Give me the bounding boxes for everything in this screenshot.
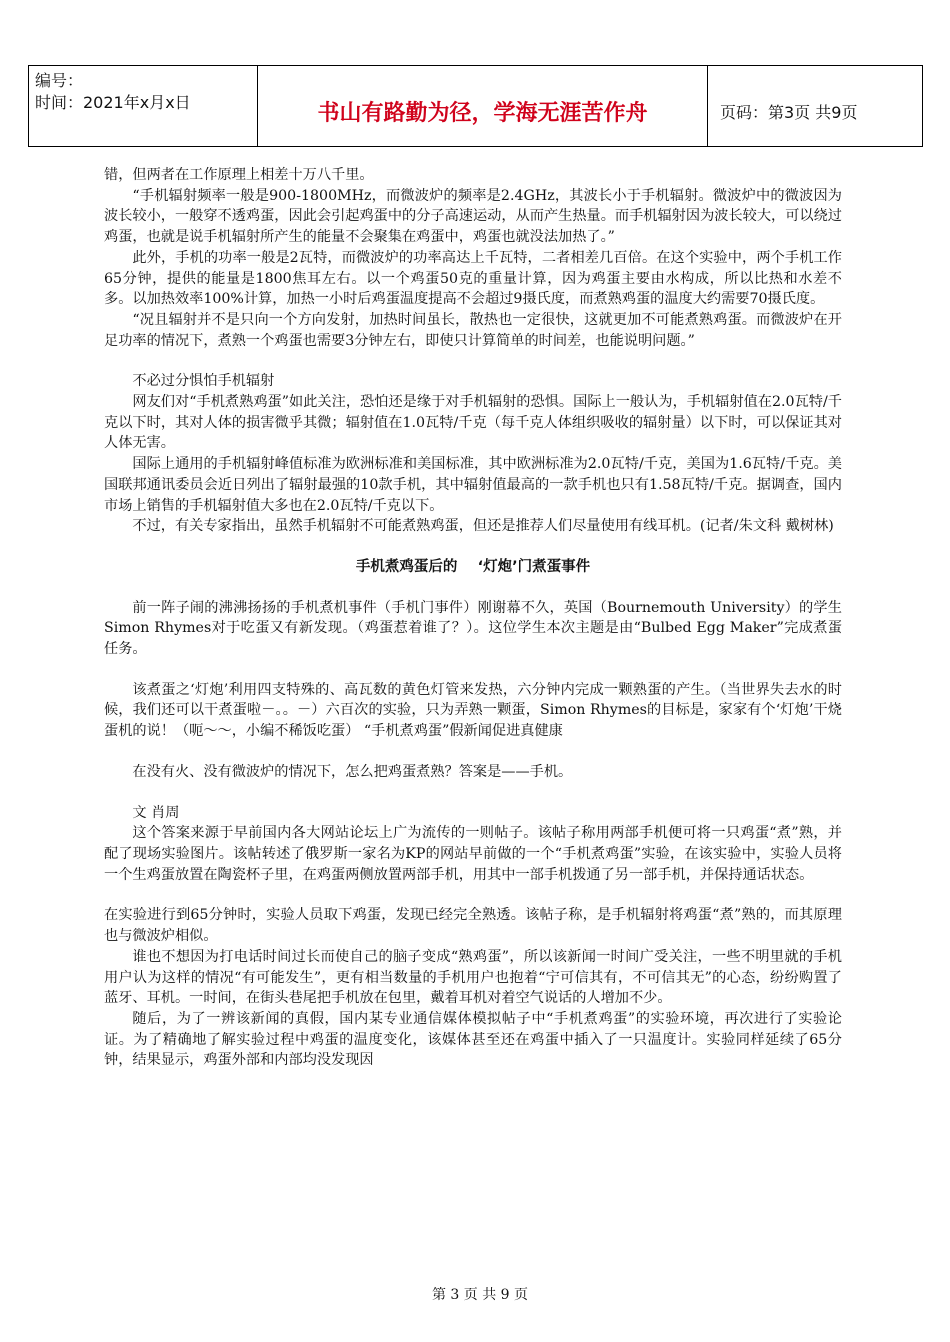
spacer [104, 885, 842, 905]
paragraph: 这个答案来源于早前国内各大网站论坛上广为流传的一则帖子。该帖子称用两部手机便可将一只鸡蛋“煮”熟，并配了现场实验图片。该帖转述了俄罗斯一家名为KP的网站早前做的一个“手机煮鸡蛋”实验，在该实验中，实验人员将一个生鸡蛋放置在陶瓷杯子里，在鸡蛋两侧放置两部手机，用其中一部手机拨通了另一部手机，并保持通话状态。 [104, 825, 842, 883]
byline: 文 肖周 [132, 804, 180, 821]
paragraph: 网友们对“手机煮熟鸡蛋”如此关注，恐怕还是缘于对手机辐射的恐惧。国际上一般认为，手机辐射值在2.0瓦特/千克以下时，其对人体的损害微乎其微；辐射值在1.0瓦特/千克（每千克人体组织吸收的辐射量）以下时，可以保证其对人体无害。 [104, 394, 842, 452]
page-footer: 第 3 页 共 9 页 [431, 1287, 529, 1303]
paragraph: 不过，有关专家指出，虽然手机辐射不可能煮熟鸡蛋，但还是推荐人们尽量使用有线耳机。(记者/朱文科 戴树林) [132, 518, 834, 535]
spacer [104, 783, 842, 803]
paragraph: 谁也不想因为打电话时间过长而使自己的脑子变成“熟鸡蛋”，所以该新闻一时间广受关注，一些不明里就的手机用户认为这样的情况“有可能发生”，更有相当数量的手机用户也抱着“宁可信其有，不可信其无”的心态，纷纷购置了蓝牙、耳机。一时间，在街头巷尾把手机放在包里，戴着耳机对着空气说话的人增加不少。 [104, 948, 842, 1007]
time-label: 时间：2021年x月x日 [35, 93, 191, 112]
serial-label: 编号： [35, 71, 84, 90]
section-title: 手机煮鸡蛋后的 ‘灯炮’门煮蛋事件 [355, 558, 591, 575]
paragraph: “况且辐射并不是只向一个方向发射，加热时间虽长，散热也一定很快，这就更加不可能煮熟鸡蛋。而微波炉在开足功率的情况下，煮熟一个鸡蛋也需要3分钟左右，即使只计算简单的时间差，也能说明问题。” [104, 311, 842, 349]
paragraph: 该煮蛋之‘灯炮’利用四支特殊的、高瓦数的黄色灯管来发热，六分钟内完成一颗熟蛋的产生。（当世界失去水的时候，我们还可以干煮蛋啦－。。－）六百次的实验，只为弄熟一颗蛋，Simon Rhymes的目标是，家家有个‘灯炮’干烧蛋机的说！（呃～～，小编不稀饭吃蛋） “手机煮鸡蛋”假新闻促进真健康 [104, 681, 842, 740]
document-header [28, 65, 923, 147]
subheading: 不必过分惧怕手机辐射 [132, 373, 275, 390]
header-page-info: 页码：第3页 共9页 [720, 102, 858, 122]
spacer [104, 351, 842, 371]
document-body [104, 165, 842, 1071]
paragraph: 前一阵子闹的沸沸扬扬的手机煮机事件（手机门事件）刚谢幕不久，英国（Bournemouth University）的学生Simon Rhymes对于吃蛋又有新发现。（鸡蛋惹着谁了？）。这位学生本次主题是由“Bulbed Egg Maker”完成煮蛋任务。 [104, 599, 842, 658]
paragraph: 国际上通用的手机辐射峰值标准为欧洲标准和美国标准，其中欧洲标准为2.0瓦特/千克，美国为1.6瓦特/千克。美国联邦通讯委员会近日列出了辐射最强的10款手机，其中辐射值最高的一款手机也只有1.58瓦特/千克。据调查，国内市场上销售的手机辐射值大多也在2.0瓦特/千克以下。 [104, 456, 842, 514]
paragraph: 在没有火、没有微波炉的情况下，怎么把鸡蛋煮熟？答案是——手机。 [132, 763, 573, 780]
header-meta [29, 66, 258, 146]
paragraph: 随后，为了一辨该新闻的真假，国内某专业通信媒体模拟帖子中“手机煮鸡蛋”的实验环境，再次进行了实验论证。为了精确地了解实验过程中鸡蛋的温度变化，该媒体甚至还在鸡蛋中插入了一只温度计。实验同样延续了65分钟，结果显示，鸡蛋外部和内部均没发现因 [104, 1010, 842, 1069]
paragraph: 在实验进行到65分钟时，实验人员取下鸡蛋，发现已经完全熟透。该帖子称，是手机辐射将鸡蛋“煮”熟的，而其原理也与微波炉相似。 [104, 907, 842, 945]
paragraph: 此外，手机的功率一般是2瓦特，而微波炉的功率高达上千瓦特，二者相差几百倍。在这个实验中，两个手机工作65分钟，提供的能量是1800焦耳左右。以一个鸡蛋50克的重量计算，因为鸡蛋主要由水构成，所以比热和水差不多。以加热效率100%计算，加热一小时后鸡蛋温度提高不会超过9摄氏度，而煮熟鸡蛋的温度大约需要70摄氏度。 [104, 249, 842, 308]
spacer [104, 537, 842, 557]
paragraph: “手机辐射频率一般是900-1800MHz，而微波炉的频率是2.4GHz，其波长小于手机辐射。微波炉中的微波因为波长较小，一般穿不透鸡蛋，因此会引起鸡蛋中的分子高速运动，从而产生热量。而手机辐射因为波长较大，可以绕过鸡蛋，也就是说手机辐射所产生的能量不会聚集在鸡蛋中，鸡蛋也就没法加热了。” [104, 187, 842, 246]
paragraph: 错，但两者在工作原理上相差十万八千里。 [104, 167, 374, 183]
spacer [104, 578, 842, 598]
spacer [104, 742, 842, 762]
header-motto: 书山有路勤为径，学海无涯苦作舟 [258, 66, 708, 146]
spacer [104, 660, 842, 680]
